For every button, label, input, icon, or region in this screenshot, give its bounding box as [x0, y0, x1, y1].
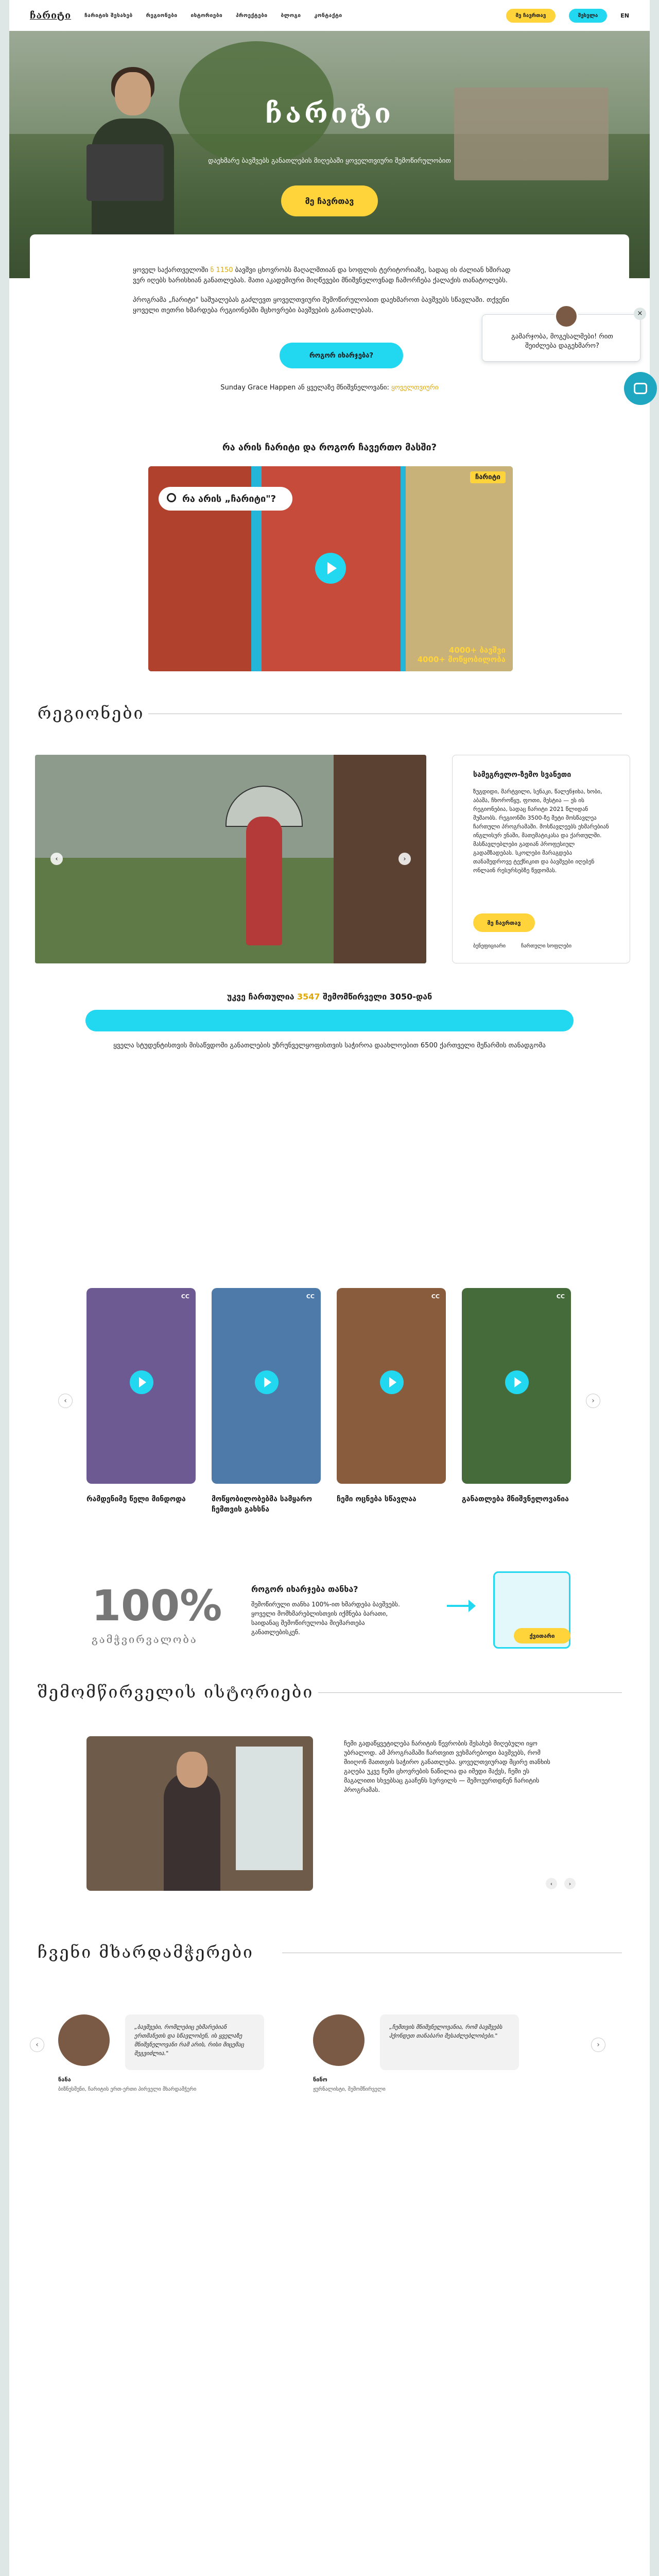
story-cc-badge: CC	[306, 1293, 315, 1300]
story-card[interactable]	[86, 1288, 196, 1504]
region-stats	[473, 943, 571, 949]
testimonial-name: ნანა	[58, 2076, 71, 2083]
nav-item-about[interactable]: ჩარიტის შესახებ	[84, 12, 133, 19]
donors-goal-text: ყველა სტუდენტისთვის მისაწვდომი განათლების უზრუნველყოფისთვის საჭიროა დაახლოებით 6500 ქართველი მეწარმის თანადგომა	[113, 1042, 546, 1049]
site-logo[interactable]: ჩარიტი	[30, 10, 72, 21]
story-play-icon[interactable]	[380, 1370, 404, 1394]
receipt-button[interactable]: ქვითარი	[514, 1628, 570, 1643]
story-caption: განათლება მნიშვნელოვანია	[462, 1495, 569, 1503]
nav-item-blog[interactable]: ბლოგი	[281, 12, 301, 19]
history-divider	[318, 1692, 622, 1693]
video-stat-devices: 4000+ მოწყობილობა	[417, 655, 506, 664]
video-panel-right	[406, 466, 513, 671]
intro-text	[133, 265, 524, 325]
region-info-card	[452, 755, 630, 963]
top-header	[9, 0, 650, 31]
transparency-percent: 100%	[92, 1582, 222, 1631]
story-photo	[212, 1288, 321, 1484]
region-photo	[35, 755, 426, 963]
history-photo-person	[164, 1772, 220, 1891]
donors-count	[9, 992, 650, 1002]
page	[9, 0, 650, 2576]
video-search-text: რა არის „ჩარიტი"?	[182, 493, 276, 504]
header-login-button[interactable]: შესვლა	[569, 9, 608, 23]
intro-p1-end: ბავშვი ცხოვრობს მაღალმთიან და სოფლის ტერიტორიაზე, სადაც ის ძალიან ხშირად ვერ იღებს ხარისხიან განათლებას. მათი აკადემიური მიღწევები მნიშვნელოვნად ჩამორჩება ქალაქის თანატოლებს.	[133, 266, 511, 284]
donors-count-number: 3547	[297, 992, 320, 1002]
testimonial-role: ბიზნესმენი, ჩარიტის ერთ-ერთი პირველი მხარდამჭერი	[58, 2087, 197, 2092]
region-photo-person	[246, 817, 282, 945]
transparency-title: როგორ იხარჯება თანხა?	[251, 1584, 358, 1594]
hero-subtitle: დაეხმარე ბავშვებს განათლების მიღებაში ყოველთვიური შემოწირულობით	[208, 157, 451, 165]
video-badge-stats	[418, 646, 506, 664]
testimonial-quote: „ბავშვები, რომლებიც ეხმარებიან ერთმანეთს და სწავლობენ, ის ყველაზე მნიშვნელოვანი რამ არის, რისი მიცემაც შეგვიძლია."	[125, 2014, 264, 2070]
nav-item-contact[interactable]: კონტაქტი	[314, 12, 342, 19]
arrow-right-icon	[447, 1605, 473, 1607]
story-photo	[86, 1288, 196, 1484]
story-play-icon[interactable]	[130, 1370, 153, 1394]
history-title: შემომწირველის ისტორიები	[38, 1682, 314, 1702]
intro-p1-highlight: ნ 1150	[210, 266, 233, 274]
testimonial-card	[313, 2014, 502, 2092]
nav-item-regions[interactable]: რეგიონები	[146, 12, 178, 19]
testimonials-title: ჩვენი მხარდამჭერები	[38, 1942, 254, 1962]
region-stat-beneficiaries: ბენეფიციარი	[473, 943, 506, 949]
chat-greeting-text: გამარჯობა, მოგესალმები! რით შეიძლება დაგეხმარო?	[511, 333, 613, 350]
intro-foot-text: Sunday Grace Happen ან ყველაზე მნიშვნელოვანი:	[220, 384, 391, 392]
search-icon	[167, 493, 176, 502]
intro-video[interactable]	[148, 466, 513, 671]
video-question: რა არის ჩარიტი და როგორ ჩავერთო მასში?	[222, 442, 437, 453]
video-badge-logo: ჩარიტი	[470, 471, 506, 483]
hero-donate-button[interactable]: მე ჩავრთავ	[281, 185, 378, 216]
story-photo	[462, 1288, 571, 1484]
history-photo-head	[177, 1752, 207, 1788]
history-prev-arrow-icon[interactable]: ‹	[546, 1878, 557, 1889]
transparency-block	[40, 1561, 619, 1659]
nav-item-stories[interactable]: ისტორიები	[190, 12, 223, 19]
intro-p1-start: ყოველ საქართველოში	[133, 266, 211, 274]
history-arrows	[546, 1878, 576, 1889]
testimonial-role: ჟურნალისტი, შემომწირველი	[313, 2087, 386, 2092]
chat-agent-avatar	[554, 304, 578, 328]
story-photo	[337, 1288, 446, 1484]
story-caption: ჩემი ოცნება სწავლაა	[337, 1495, 417, 1503]
chat-greeting-bubble[interactable]	[482, 310, 643, 362]
regions-title: რეგიონები	[38, 703, 145, 723]
video-search-graphic	[159, 487, 292, 511]
story-card[interactable]	[462, 1288, 571, 1504]
story-caption: რამდენიმე წელი მინდოდა	[86, 1495, 186, 1503]
testimonial-quote: „ჩემთვის მნიშვნელოვანია, რომ ბავშვებს ჰქონდეთ თანაბარი შესაძლებლობები."	[380, 2014, 519, 2070]
avatar	[58, 2014, 110, 2066]
story-card[interactable]	[337, 1288, 446, 1504]
story-play-icon[interactable]	[505, 1370, 529, 1394]
video-play-icon[interactable]	[315, 553, 346, 584]
chat-icon	[634, 383, 647, 394]
region-next-arrow-icon[interactable]: ›	[398, 853, 411, 865]
language-switch[interactable]: EN	[620, 12, 629, 19]
region-stat-villages: ჩართული სოფლები	[521, 943, 571, 949]
donor-history-text: ჩემი გადაწყვეტილება ჩარიტის წევრობის შესახებ მიღებული იყო უბრალოდ. ამ პროგრამაში ჩართვით ვეხმარებოდი ბავშვებს, რომ მიიღონ მათთვის საჭირო განათლება. ყოველთვიურად მცირე თანხის გაღება უკვე ჩემი ცხოვრების ნაწილია და იმედი მაქვს, ჩემი ეს მაგალითი სხვებსაც გააჩენს სურვილს — შემოუერთდნენ ჩარიტის პროგრამას.	[344, 1740, 550, 1793]
transparency-label: გამჭვირვალობა	[92, 1633, 198, 1646]
history-next-arrow-icon[interactable]: ›	[564, 1878, 576, 1889]
donors-count-end: შემომწირველი 3050-დან	[320, 992, 432, 1002]
region-donate-button[interactable]: მე ჩავრთავ	[473, 913, 535, 932]
story-play-icon[interactable]	[255, 1370, 279, 1394]
donor-history-photo	[86, 1736, 313, 1891]
stories-next-arrow-icon[interactable]: ›	[586, 1394, 600, 1408]
stories-prev-arrow-icon[interactable]: ‹	[58, 1394, 73, 1408]
intro-footnote	[30, 384, 629, 392]
hero-title: ჩარიტი	[265, 98, 394, 129]
header-donate-button[interactable]: მე ჩავრთავ	[506, 9, 555, 23]
region-description: ზუგდიდი, მარტვილი, სენაკი, წალენჯიხა, ხობი, აბაშა, ჩხოროწყუ, ფოთი, მესტია — ეს ის რეგიონებია, სადაც ჩარიტი 2021 წლიდან მუშაობს. რეგიონში 3500-ზე მეტი მოსწავლეა ჩართული პროგრამაში. მოსწავლეებს ეხმარებიან ინგლისურ ენაში, მათემატიკასა და ქართულში. მასწავლებლები გადიან პროფესიულ გადამზადებას. სკოლები მარაგდება თანამედროვე ტექნიკით და ბავშვები იღებენ ონლაინ რესურსებზე წვდომას.	[473, 788, 609, 874]
testimonial-name: ნინო	[313, 2076, 327, 2083]
region-photo-house	[334, 755, 426, 963]
testimonial-card	[58, 2014, 245, 2092]
testimonials-prev-arrow-icon[interactable]: ‹	[30, 2038, 44, 2052]
hero-laptop	[86, 144, 164, 201]
donors-progress-bar	[85, 1010, 574, 1031]
testimonials-next-arrow-icon[interactable]: ›	[591, 2038, 605, 2052]
history-photo-window	[236, 1747, 303, 1870]
nav-item-projects[interactable]: პროექტები	[236, 12, 268, 19]
story-card[interactable]	[212, 1288, 321, 1515]
transparency-text: შემოწირული თანხა 100%-ით ხმარდება ბავშვებს. ყოველი მომხმარებლისთვის იქმნება ბარათი, საიდანაც შემოწირულობა მიემართება განათლებისკენ.	[251, 1601, 400, 1636]
region-prev-arrow-icon[interactable]: ‹	[50, 853, 63, 865]
how-spent-button[interactable]: როგორ იხარჯება?	[280, 343, 403, 368]
intro-paragraph-2: პროგრამა „ჩარიტი" საშუალებას გაძლევთ ყოველთვიური შემოწირულობით დაეხმაროთ ბავშვებს სწავლაში. თქვენი ყოველი თეთრი ხმარდება რეგიონებში მცხოვრები ბავშვების განათლებას.	[133, 296, 509, 314]
intro-foot-link[interactable]: ყოველთვიური	[391, 384, 439, 392]
intro-paragraph-1	[133, 265, 524, 286]
chat-open-button[interactable]	[624, 372, 657, 405]
avatar	[313, 2014, 365, 2066]
video-stat-children: 4000+ ბავშვი	[449, 646, 506, 655]
story-cc-badge: CC	[556, 1293, 565, 1300]
donors-count-start: უკვე ჩართულია	[227, 992, 298, 1002]
story-cc-badge: CC	[181, 1293, 189, 1300]
donors-progress-fill	[85, 1010, 574, 1031]
region-name: სამეგრელო-ზემო სვანეთი	[473, 771, 571, 779]
story-cc-badge: CC	[431, 1293, 440, 1300]
chat-close-icon[interactable]: ×	[634, 308, 646, 320]
story-caption: მოწყობილობებმა სამყარო ჩემთვის გახსნა	[212, 1495, 312, 1514]
